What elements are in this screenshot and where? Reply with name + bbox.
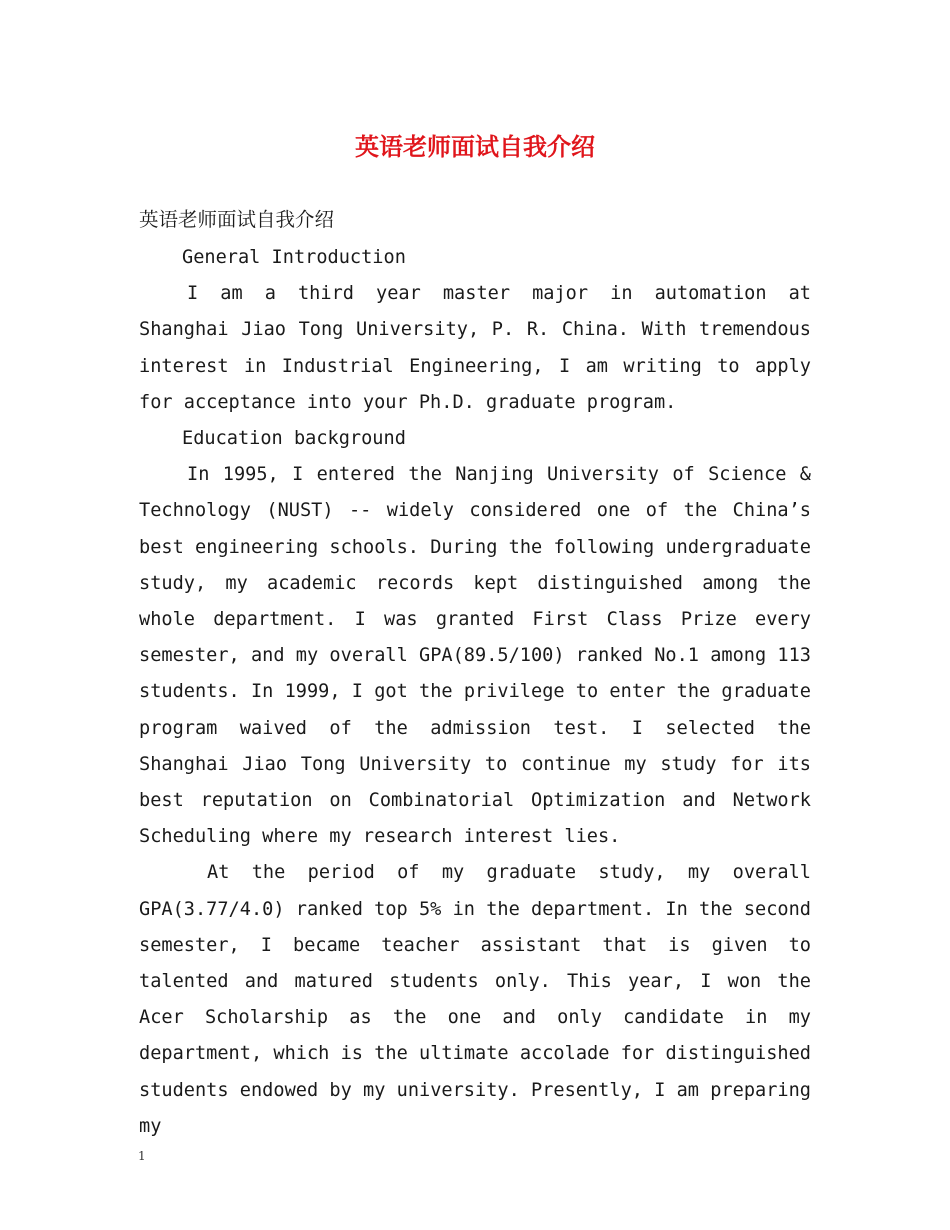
general-introduction-heading: General Introduction [182, 247, 406, 268]
page-number: 1 [138, 1149, 146, 1163]
education-paragraph-1: In 1995, I entered the Nanjing University of Science & Technology (NUST) -- widely considered one of the China’s best engineering schools. During the following undergraduate study, my academic records kept distinguished among the whole department. I was granted First Class Prize every semester, and my overall GPA(89.5/100) ranked No.1 among 113 students. In 1999, I got the privilege to enter the graduate program waived of the admission test. I selected the Shanghai Jiao Tong University to continue my study for its best reputation on Combinatorial Optimization and Network Scheduling where my research interest lies. [139, 464, 811, 848]
document-title: 英语老师面试自我介绍 [355, 132, 595, 161]
education-background-heading: Education background [182, 428, 406, 450]
document-body [139, 200, 811, 1145]
education-paragraph-2: At the period of my graduate study, my overall GPA(3.77/4.0) ranked top 5% in the department. In the second semester, I became teacher assistant that is given to talented and matured students only. This year, I won the Acer Scholarship as the one and only candidate in my department, which is the ultimate accolade for distinguished students endowed by my university. Presently, I am preparing my [139, 862, 811, 1137]
general-introduction-paragraph: I am a third year master major in automation at Shanghai Jiao Tong University, P. R. China. With tremendous interest in Industrial Engineering, I am writing to apply for acceptance into your Ph.D. graduate program. [139, 283, 811, 413]
document-subtitle: 英语老师面试自我介绍 [139, 208, 335, 231]
